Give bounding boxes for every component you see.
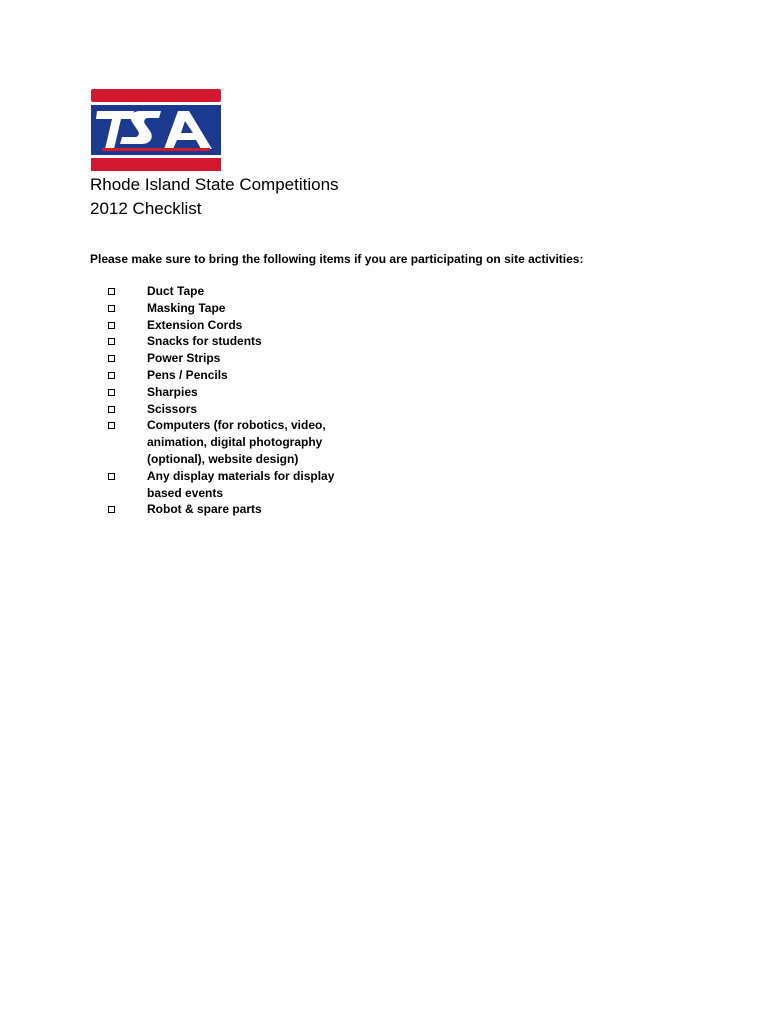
checklist-item xyxy=(90,417,337,467)
checkbox-icon xyxy=(108,422,115,429)
checkbox-icon xyxy=(108,389,115,396)
checkbox-icon xyxy=(108,322,115,329)
title-line-2: 2012 Checklist xyxy=(90,199,202,218)
intro-text: Please make sure to bring the following items if you are participating on site activities: xyxy=(90,252,584,266)
checklist-item-label: Pens / Pencils xyxy=(147,367,228,382)
checkbox-icon xyxy=(108,338,115,345)
checklist xyxy=(90,283,410,518)
checklist-item-label: Robot & spare parts xyxy=(147,502,262,517)
checklist-item xyxy=(90,317,337,334)
checklist-item-label: Any display materials for display based events xyxy=(147,468,335,500)
checkbox-icon xyxy=(108,473,115,480)
checklist-item xyxy=(90,283,337,300)
checklist-item xyxy=(90,300,337,317)
checklist-item xyxy=(90,333,337,350)
tsa-logo-graphic xyxy=(90,88,222,172)
checklist-item-label: Duct Tape xyxy=(147,284,205,298)
checkbox-icon xyxy=(108,406,115,413)
title-line-1: Rhode Island State Competitions xyxy=(90,175,339,194)
tsa-logo xyxy=(90,88,222,172)
checklist-item-label: Extension Cords xyxy=(147,317,243,332)
checklist-item-label: Snacks for students xyxy=(147,334,262,349)
checklist-item xyxy=(90,468,337,502)
checkbox-icon xyxy=(108,372,115,379)
checklist-item xyxy=(90,401,337,418)
checklist-item xyxy=(90,501,337,518)
checklist-item-label: Power Strips xyxy=(147,351,221,366)
checklist-item xyxy=(90,350,337,367)
checkbox-icon xyxy=(108,355,115,362)
checklist-item-label: Masking Tape xyxy=(147,300,226,315)
checklist-item-label: Sharpies xyxy=(147,384,198,399)
checkbox-icon xyxy=(108,506,115,513)
checklist-item-label: Computers (for robotics, video, animation, digital photography (optional), website design) xyxy=(147,418,326,466)
checkbox-icon xyxy=(108,305,115,312)
checklist-item xyxy=(90,367,337,384)
document-title xyxy=(90,173,339,221)
checklist-item xyxy=(90,384,337,401)
checklist-item-label: Scissors xyxy=(147,401,198,416)
checkbox-icon xyxy=(108,288,115,295)
